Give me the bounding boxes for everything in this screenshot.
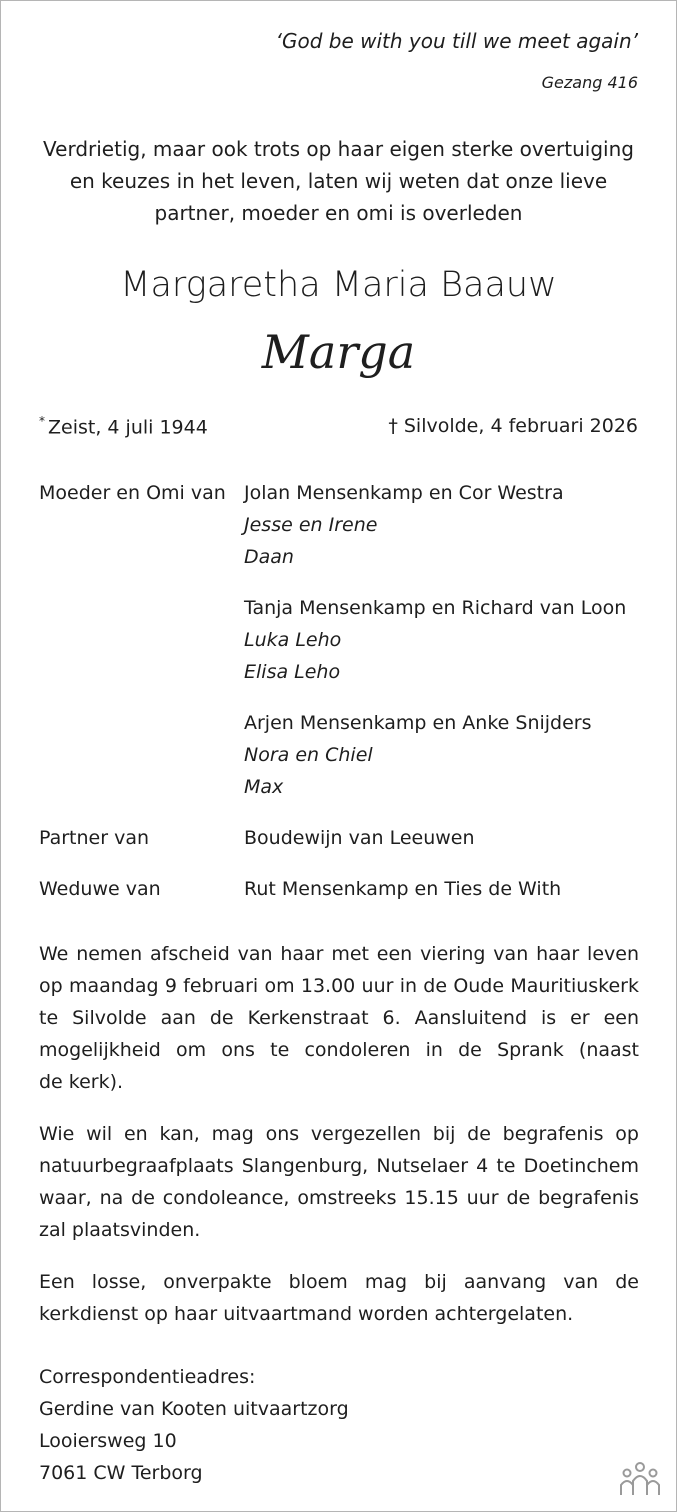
family-parents: Tanja Mensenkamp en Richard van Loon [244,597,627,619]
farewell-paragraph [39,938,639,1098]
paragraph-line: te Silvolde aan de Kerkenstraat 6. Aansluitend is er een [39,1007,639,1029]
relation-label: Partner van [39,827,150,849]
partner-name: Boudewijn van Leeuwen [244,827,475,849]
death-info: † Silvolde, 4 februari 2026 [388,415,638,437]
family-child: Luka Leho [244,629,342,651]
deceased-full-name: Margaretha Maria Baauw [120,265,557,305]
family-group [244,592,626,688]
paragraph-line: kerkdienst op haar uitvaartmand worden achtergelaten. [39,1303,574,1325]
correspondence-label: Correspondentieadres: [39,1366,256,1388]
family-child: Max [244,776,284,798]
quote-text: ‘God be with you till we meet again’ [275,29,638,53]
quote-source: Gezang 416 [541,73,638,92]
intro-line: partner, moeder en omi is overleden [154,201,523,225]
family-child: Daan [244,546,294,568]
relation-label: Moeder en Omi van [39,482,226,504]
relation-label: Weduwe van [39,878,161,900]
paragraph-line: op maandag 9 februari om 13.00 uur in de Oude Mauritiuskerk [39,975,639,997]
birth-symbol: * [39,414,45,428]
family-child: Nora en Chiel [244,744,373,766]
flower-paragraph [39,1266,639,1330]
family-group [244,707,592,803]
birth-text: Zeist, 4 juli 1944 [48,416,208,439]
paragraph-line: Wie wil en kan, mag ons vergezellen bij de begrafenis op [39,1123,639,1145]
burial-paragraph [39,1118,639,1246]
family-group-icon [616,1461,664,1497]
paragraph-line: waar, na de condoleance, omstreeks 15.15 uur de begrafenis [39,1187,639,1209]
widow-names: Rut Mensenkamp en Ties de With [244,878,562,900]
intro-line: Verdrietig, maar ook trots op haar eigen sterke overtuiging [43,137,634,161]
correspondence-address [39,1361,349,1489]
paragraph-line: We nemen afscheid van haar met een viering van haar leven [39,943,639,965]
family-child: Elisa Leho [244,661,341,683]
paragraph-line: mogelijkheid om ons te condoleren in de Sprank (naast [39,1039,639,1061]
address-postal-city: 7061 CW Terborg [39,1462,203,1484]
address-street: Looiersweg 10 [39,1430,177,1452]
family-parents: Jolan Mensenkamp en Cor Westra [244,482,564,504]
family-group [244,477,564,573]
intro-line: en keuzes in het leven, laten wij weten dat onze lieve [69,169,608,193]
paragraph-line: natuurbegraafplaats Slangenburg, Nutselaer 4 te Doetinchem [39,1155,639,1177]
paragraph-line: de kerk). [39,1071,124,1093]
birth-info [39,415,208,438]
paragraph-line: Een losse, onverpakte bloem mag bij aanvang van de [39,1271,639,1293]
intro-text [1,133,676,229]
family-child: Jesse en Irene [244,514,378,536]
deceased-call-name: Marga [261,325,416,379]
paragraph-line: zal plaatsvinden. [39,1219,201,1241]
family-parents: Arjen Mensenkamp en Anke Snijders [244,712,592,734]
funeral-company: Gerdine van Kooten uitvaartzorg [39,1398,349,1420]
